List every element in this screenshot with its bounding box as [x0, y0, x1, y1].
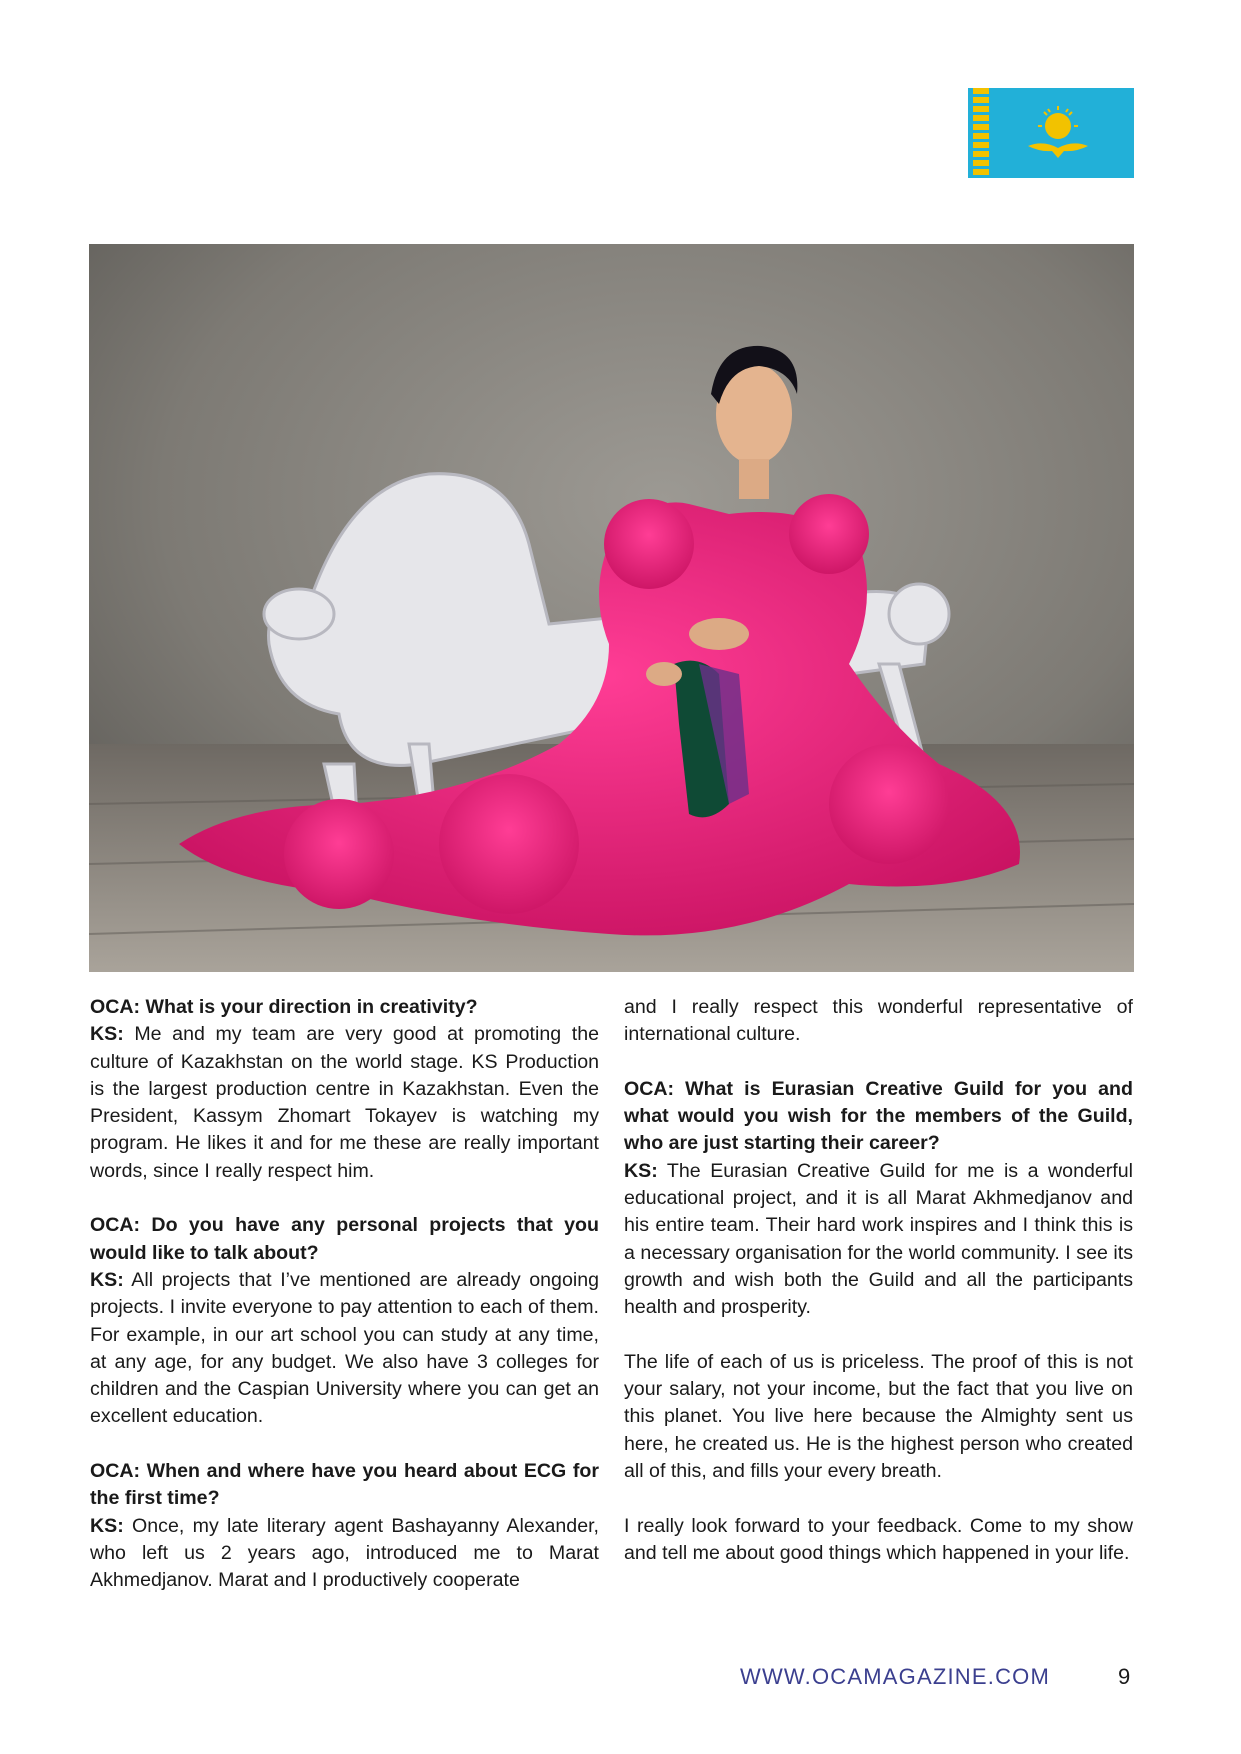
question-2: OCA: Do you have any personal projects that you would like to talk about?	[90, 1214, 599, 1264]
speaker-label: KS:	[90, 1023, 124, 1046]
closing-paragraph-2: I really look forward to your feedback. Come to my show and tell me about good things which happened in your life.	[624, 1514, 1133, 1564]
closing-paragraph-1: The life of each of us is priceless. The proof of this is not your salary, not your income, but the fact that you live on this planet. You live here because the Almighty sent us here, he created us. He is the highest person who created all of this, and fills your every breath.	[624, 1350, 1133, 1483]
answer-4-text: The Eurasian Creative Guild for me is a wonderful educational project, and it is all Marat Akhmedjanov and his entire team. Their hard work inspires and I think this is a necessary organisation for the world community. I see its growth and wish both the Guild and all the participants health and prosperity.	[624, 1159, 1133, 1319]
answer-4	[624, 1158, 1133, 1322]
speaker-label: KS:	[90, 1514, 124, 1537]
speaker-label: KS:	[624, 1159, 658, 1182]
page-number: 9	[1118, 1664, 1131, 1689]
flag-sun-eagle-icon	[968, 88, 1134, 178]
right-text-column	[624, 994, 1133, 1567]
question-3: OCA: When and where have you heard about ECG for the first time?	[90, 1460, 599, 1510]
portrait-image	[89, 244, 1134, 972]
answer-3-continuation: and I really respect this wonderful representative of international culture.	[624, 996, 1133, 1046]
question-1: OCA: What is your direction in creativity?	[90, 996, 478, 1018]
speaker-label: KS:	[90, 1268, 124, 1291]
answer-3-text: Once, my late literary agent Bashayanny Alexander, who left us 2 years ago, introduced me to Marat Akhmedjanov. Marat and I productively cooperate	[90, 1514, 599, 1592]
answer-2	[90, 1267, 599, 1431]
answer-1	[90, 1021, 599, 1185]
answer-2-text: All projects that I’ve mentioned are already ongoing projects. I invite everyone to pay attention to each of them. For example, in our art school you can study at any time, at any age, for any budget. We also have 3 colleges for children and the Caspian University where you can get an excellent education.	[90, 1268, 599, 1428]
question-4: OCA: What is Eurasian Creative Guild for you and what would you wish for the members of the Guild, who are just starting their career?	[624, 1077, 1133, 1155]
answer-3	[90, 1513, 599, 1595]
left-text-column	[90, 994, 599, 1595]
magazine-website-link[interactable]: WWW.OCAMAGAZINE.COM	[740, 1664, 1051, 1689]
answer-1-text: Me and my team are very good at promoting the culture of Kazakhstan on the world stage. KS Production is the largest production centre in Kazakhstan. Even the President, Kassym Zhomart Tokayev is watching my program. He likes it and for me these are really important words, since I really respect him.	[90, 1023, 599, 1182]
portrait-photo	[89, 244, 1134, 972]
kazakhstan-flag	[968, 88, 1134, 178]
